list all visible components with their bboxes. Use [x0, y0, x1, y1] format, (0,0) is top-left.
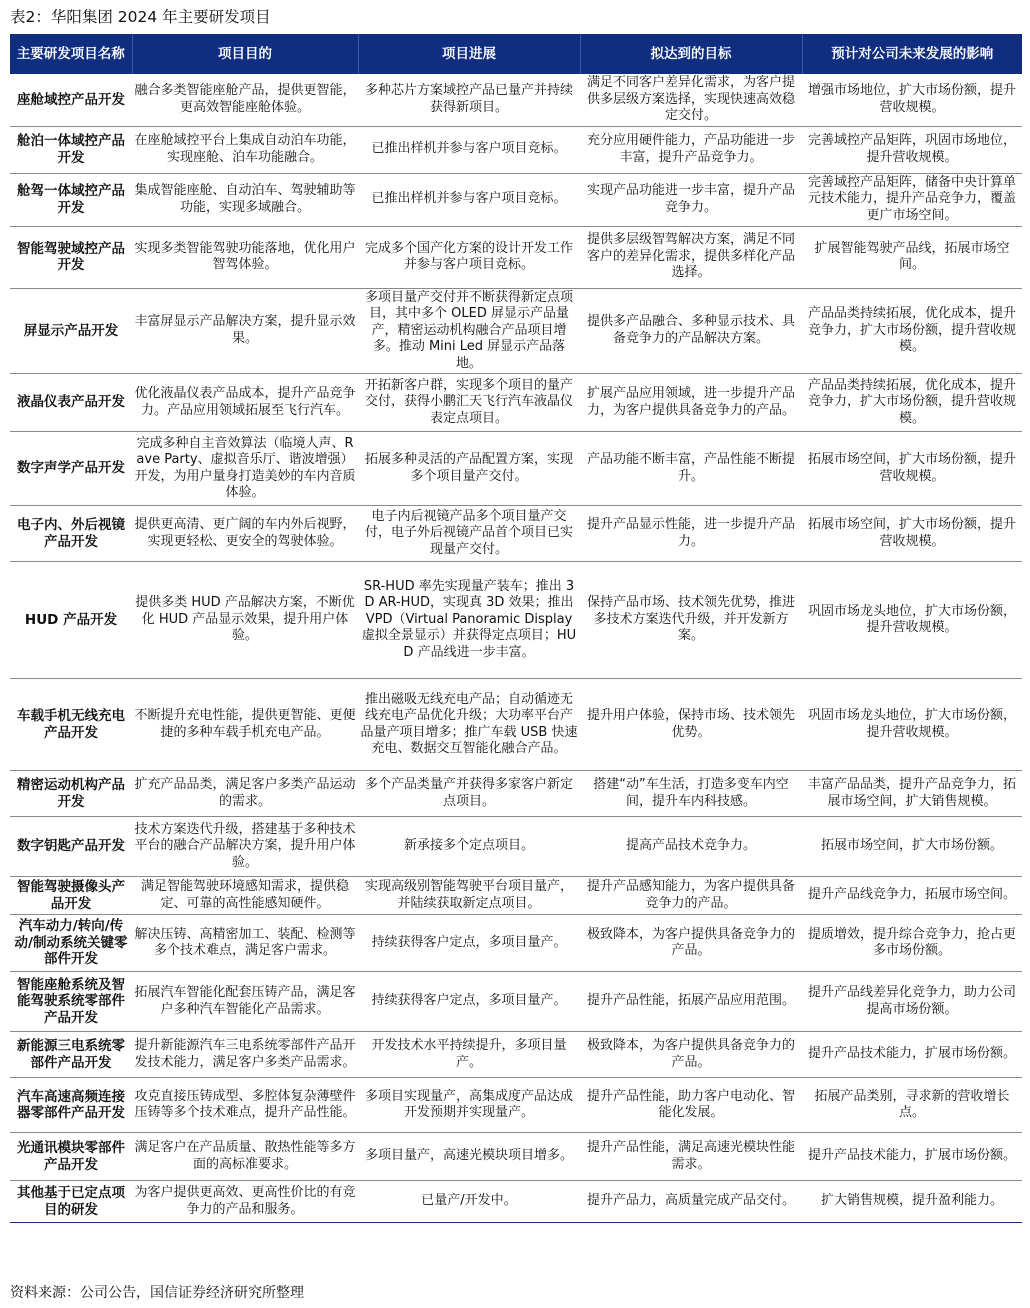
- impact-cell: 拓展市场空间，扩大市场份额。: [802, 817, 1022, 877]
- goal-cell: 满足不同客户差异化需求，为客户提供多层级方案选择，实现快速高效稳定交付。: [580, 74, 802, 126]
- header-purpose: 项目目的: [132, 34, 358, 74]
- progress-cell: 持续获得客户定点，多项目量产。: [358, 972, 580, 1032]
- progress-cell: 多种芯片方案域控产品已量产并持续获得新项目。: [358, 74, 580, 126]
- table-row: [10, 1133, 1022, 1181]
- table-row: [10, 915, 1022, 972]
- table-row: [10, 972, 1022, 1032]
- progress-cell: 多项目量产交付并不断获得新定点项目，其中多个 OLED 屏显示产品量产，精密运动机构融合产品项目增多。推动 Mini Led 屏显示产品落地。: [358, 288, 580, 374]
- purpose-cell: 拓展汽车智能化配套压铸产品，满足客户多种汽车智能化产品需求。: [132, 972, 358, 1032]
- progress-cell: 开发技术水平持续提升，多项目量产。: [358, 1032, 580, 1078]
- goal-cell: 极致降本，为客户提供具备竞争力的产品。: [580, 1032, 802, 1078]
- impact-cell: 丰富产品品类，提升产品竞争力，拓展市场空间，扩大销售规模。: [802, 771, 1022, 817]
- purpose-cell: 丰富屏显示产品解决方案，提升显示效果。: [132, 288, 358, 374]
- goal-cell: 提升产品力，高质量完成产品交付。: [580, 1181, 802, 1223]
- goal-cell: 提高产品技术竞争力。: [580, 817, 802, 877]
- impact-cell: 拓展市场空间，扩大市场份额，提升营收规模。: [802, 432, 1022, 506]
- impact-cell: 拓展市场空间，扩大市场份额，提升营收规模。: [802, 506, 1022, 562]
- purpose-cell: 攻克直接压铸成型、多腔体复杂薄壁件压铸等多个技术难点，提升产品性能。: [132, 1078, 358, 1133]
- impact-cell: 扩大销售规模，提升盈利能力。: [802, 1181, 1022, 1223]
- purpose-cell: 不断提升充电性能，提供更智能、更便捷的多种车载手机充电产品。: [132, 679, 358, 771]
- goal-cell: 搭建“动”车生活，打造多变车内空间，提升车内科技感。: [580, 771, 802, 817]
- rd-projects-table: [10, 34, 1022, 1223]
- progress-cell: 拓展多种灵活的产品配置方案，实现多个项目量产交付。: [358, 432, 580, 506]
- purpose-cell: 在座舱域控平台上集成自动泊车功能，实现座舱、泊车功能融合。: [132, 126, 358, 173]
- table-row: [10, 877, 1022, 915]
- project-name-cell: 新能源三电系统零部件产品开发: [10, 1032, 132, 1078]
- impact-cell: 完善域控产品矩阵，储备中央计算单元技术能力，提升产品竞争力，覆盖更广市场空间。: [802, 173, 1022, 226]
- table-row: [10, 1032, 1022, 1078]
- purpose-cell: 为客户提供更高效、更高性价比的有竞争力的产品和服务。: [132, 1181, 358, 1223]
- table-row: [10, 288, 1022, 374]
- header-progress: 项目进展: [358, 34, 580, 74]
- impact-cell: 巩固市场龙头地位，扩大市场份额，提升营收规模。: [802, 562, 1022, 679]
- goal-cell: 产品功能不断丰富，产品性能不断提升。: [580, 432, 802, 506]
- goal-cell: 提供多层级智驾解决方案，满足不同客户的差异化需求，提供多样化产品选择。: [580, 226, 802, 288]
- table-title: 表2：华阳集团 2024 年主要研发项目: [10, 8, 271, 26]
- progress-cell: 持续获得客户定点，多项目量产。: [358, 915, 580, 972]
- progress-cell: 已推出样机并参与客户项目竞标。: [358, 126, 580, 173]
- table-row: [10, 679, 1022, 771]
- project-name-cell: 舱驾一体域控产品开发: [10, 173, 132, 226]
- impact-cell: 提升产品线差异化竞争力，助力公司提高市场份额。: [802, 972, 1022, 1032]
- impact-cell: 扩展智能驾驶产品线，拓展市场空间。: [802, 226, 1022, 288]
- table-row: [10, 74, 1022, 126]
- table-row: [10, 562, 1022, 679]
- goal-cell: 提升产品性能，满足高速光模块性能需求。: [580, 1133, 802, 1181]
- table-row: [10, 817, 1022, 877]
- purpose-cell: 实现多类智能驾驶功能落地，优化用户智驾体验。: [132, 226, 358, 288]
- progress-cell: 推出磁吸无线充电产品；自动循迹无线充电产品优化升级；大功率平台产品量产项目增多；推广车载 USB 快速充电、数据交互智能化融合产品。: [358, 679, 580, 771]
- progress-cell: 多个产品类量产并获得多家客户新定点项目。: [358, 771, 580, 817]
- goal-cell: 提升产品性能，拓展产品应用范围。: [580, 972, 802, 1032]
- project-name-cell: 光通讯模块零部件产品开发: [10, 1133, 132, 1181]
- purpose-cell: 满足客户在产品质量、散热性能等多方面的高标准要求。: [132, 1133, 358, 1181]
- project-name-cell: 智能座舱系统及智能驾驶系统零部件产品开发: [10, 972, 132, 1032]
- impact-cell: 提质增效，提升综合竞争力，抢占更多市场份额。: [802, 915, 1022, 972]
- purpose-cell: 提供多类 HUD 产品解决方案，不断优化 HUD 产品显示效果，提升用户体验。: [132, 562, 358, 679]
- goal-cell: 提升用户体验，保持市场、技术领先优势。: [580, 679, 802, 771]
- progress-cell: 多项目实现量产，高集成度产品达成开发预期并实现量产。: [358, 1078, 580, 1133]
- progress-cell: 已量产/开发中。: [358, 1181, 580, 1223]
- project-name-cell: 数字钥匙产品开发: [10, 817, 132, 877]
- impact-cell: 拓展产品类别，寻求新的营收增长点。: [802, 1078, 1022, 1133]
- impact-cell: 提升产品技术能力，扩展市场份额。: [802, 1032, 1022, 1078]
- purpose-cell: 扩充产品品类，满足客户多类产品运动的需求。: [132, 771, 358, 817]
- header-impact: 预计对公司未来发展的影响: [802, 34, 1022, 74]
- progress-cell: 完成多个国产化方案的设计开发工作并参与客户项目竞标。: [358, 226, 580, 288]
- impact-cell: 提升产品线竞争力，拓展市场空间。: [802, 877, 1022, 915]
- impact-cell: 巩固市场龙头地位，扩大市场份额，提升营收规模。: [802, 679, 1022, 771]
- table-body: [10, 74, 1022, 1223]
- project-name-cell: 精密运动机构产品开发: [10, 771, 132, 817]
- project-name-cell: 智能驾驶摄像头产品开发: [10, 877, 132, 915]
- goal-cell: 充分应用硬件能力，产品功能进一步丰富，提升产品竞争力。: [580, 126, 802, 173]
- goal-cell: 实现产品功能进一步丰富，提升产品竞争力。: [580, 173, 802, 226]
- goal-cell: 极致降本，为客户提供具备竞争力的产品。: [580, 915, 802, 972]
- purpose-cell: 解决压铸、高精密加工、装配、检测等多个技术难点，满足客户需求。: [132, 915, 358, 972]
- table-row: [10, 1078, 1022, 1133]
- progress-cell: 开拓新客户群，实现多个项目的量产交付，获得小鹏汇天飞行汽车液晶仪表定点项目。: [358, 374, 580, 432]
- impact-cell: 产品品类持续拓展，优化成本，提升竞争力，扩大市场份额，提升营收规模。: [802, 288, 1022, 374]
- goal-cell: 提供多产品融合、多种显示技术、具备竞争力的产品解决方案。: [580, 288, 802, 374]
- project-name-cell: 屏显示产品开发: [10, 288, 132, 374]
- project-name-cell: 其他基于已定点项目的研发: [10, 1181, 132, 1223]
- project-name-cell: 智能驾驶域控产品开发: [10, 226, 132, 288]
- table-row: [10, 432, 1022, 506]
- project-name-cell: 舱泊一体域控产品开发: [10, 126, 132, 173]
- impact-cell: 增强市场地位，扩大市场份额，提升营收规模。: [802, 74, 1022, 126]
- header-goal: 拟达到的目标: [580, 34, 802, 74]
- progress-cell: 电子内后视镜产品多个项目量产交付，电子外后视镜产品首个项目已实现量产交付。: [358, 506, 580, 562]
- goal-cell: 提升产品感知能力，为客户提供具备竞争力的产品。: [580, 877, 802, 915]
- table-row: [10, 226, 1022, 288]
- goal-cell: 提升产品性能，助力客户电动化、智能化发展。: [580, 1078, 802, 1133]
- table-row: [10, 1181, 1022, 1223]
- progress-cell: 已推出样机并参与客户项目竞标。: [358, 173, 580, 226]
- impact-cell: 完善域控产品矩阵，巩固市场地位，提升营收规模。: [802, 126, 1022, 173]
- project-name-cell: 车载手机无线充电产品开发: [10, 679, 132, 771]
- purpose-cell: 满足智能驾驶环境感知需求，提供稳定、可靠的高性能感知硬件。: [132, 877, 358, 915]
- goal-cell: 扩展产品应用领域，进一步提升产品力，为客户提供具备竞争力的产品。: [580, 374, 802, 432]
- goal-cell: 保持产品市场、技术领先优势，推进多技术方案迭代升级，并开发新方案。: [580, 562, 802, 679]
- purpose-cell: 提升新能源汽车三电系统零部件产品开发技术能力，满足客户多类产品需求。: [132, 1032, 358, 1078]
- table-row: [10, 126, 1022, 173]
- progress-cell: 新承接多个定点项目。: [358, 817, 580, 877]
- impact-cell: 提升产品技术能力，扩展市场份额。: [802, 1133, 1022, 1181]
- purpose-cell: 集成智能座舱、自动泊车、驾驶辅助等功能，实现多域融合。: [132, 173, 358, 226]
- table-row: [10, 374, 1022, 432]
- progress-cell: 实现高级别智能驾驶平台项目量产，并陆续获取新定点项目。: [358, 877, 580, 915]
- progress-cell: 多项目量产，高速光模块项目增多。: [358, 1133, 580, 1181]
- goal-cell: 提升产品显示性能，进一步提升产品力。: [580, 506, 802, 562]
- project-name-cell: HUD 产品开发: [10, 562, 132, 679]
- project-name-cell: 数字声学产品开发: [10, 432, 132, 506]
- table-row: [10, 173, 1022, 226]
- table-row: [10, 506, 1022, 562]
- impact-cell: 产品品类持续拓展，优化成本，提升竞争力，扩大市场份额，提升营收规模。: [802, 374, 1022, 432]
- purpose-cell: 融合多类智能座舱产品，提供更智能，更高效智能座舱体验。: [132, 74, 358, 126]
- purpose-cell: 技术方案迭代升级，搭建基于多种技术平台的融合产品解决方案，提升用户体验。: [132, 817, 358, 877]
- progress-cell: SR-HUD 率先实现量产装车；推出 3D AR-HUD，实现真 3D 效果；推出 VPD（Virtual Panoramic Display 虚拟全景显示）并获得定点项目；HUD 产品线进一步丰富。: [358, 562, 580, 679]
- purpose-cell: 提供更高清、更广阔的车内外后视野，实现更轻松、更安全的驾驶体验。: [132, 506, 358, 562]
- rd-projects-table-wrap: [10, 34, 1022, 1223]
- project-name-cell: 液晶仪表产品开发: [10, 374, 132, 432]
- purpose-cell: 优化液晶仪表产品成本，提升产品竞争力。产品应用领域拓展至飞行汽车。: [132, 374, 358, 432]
- header-project-name: 主要研发项目名称: [10, 34, 132, 74]
- source-note: 资料来源：公司公告，国信证券经济研究所整理: [10, 1285, 304, 1301]
- project-name-cell: 汽车高速高频连接器零部件产品开发: [10, 1078, 132, 1133]
- project-name-cell: 座舱域控产品开发: [10, 74, 132, 126]
- table-row: [10, 771, 1022, 817]
- table-header-row: [10, 34, 1022, 74]
- project-name-cell: 电子内、外后视镜产品开发: [10, 506, 132, 562]
- purpose-cell: 完成多种自主音效算法（临境人声、Rave Party、虚拟音乐厅、谐波增强）开发，为用户量身打造美妙的车内音质体验。: [132, 432, 358, 506]
- project-name-cell: 汽车动力/转向/传动/制动系统关键零部件开发: [10, 915, 132, 972]
